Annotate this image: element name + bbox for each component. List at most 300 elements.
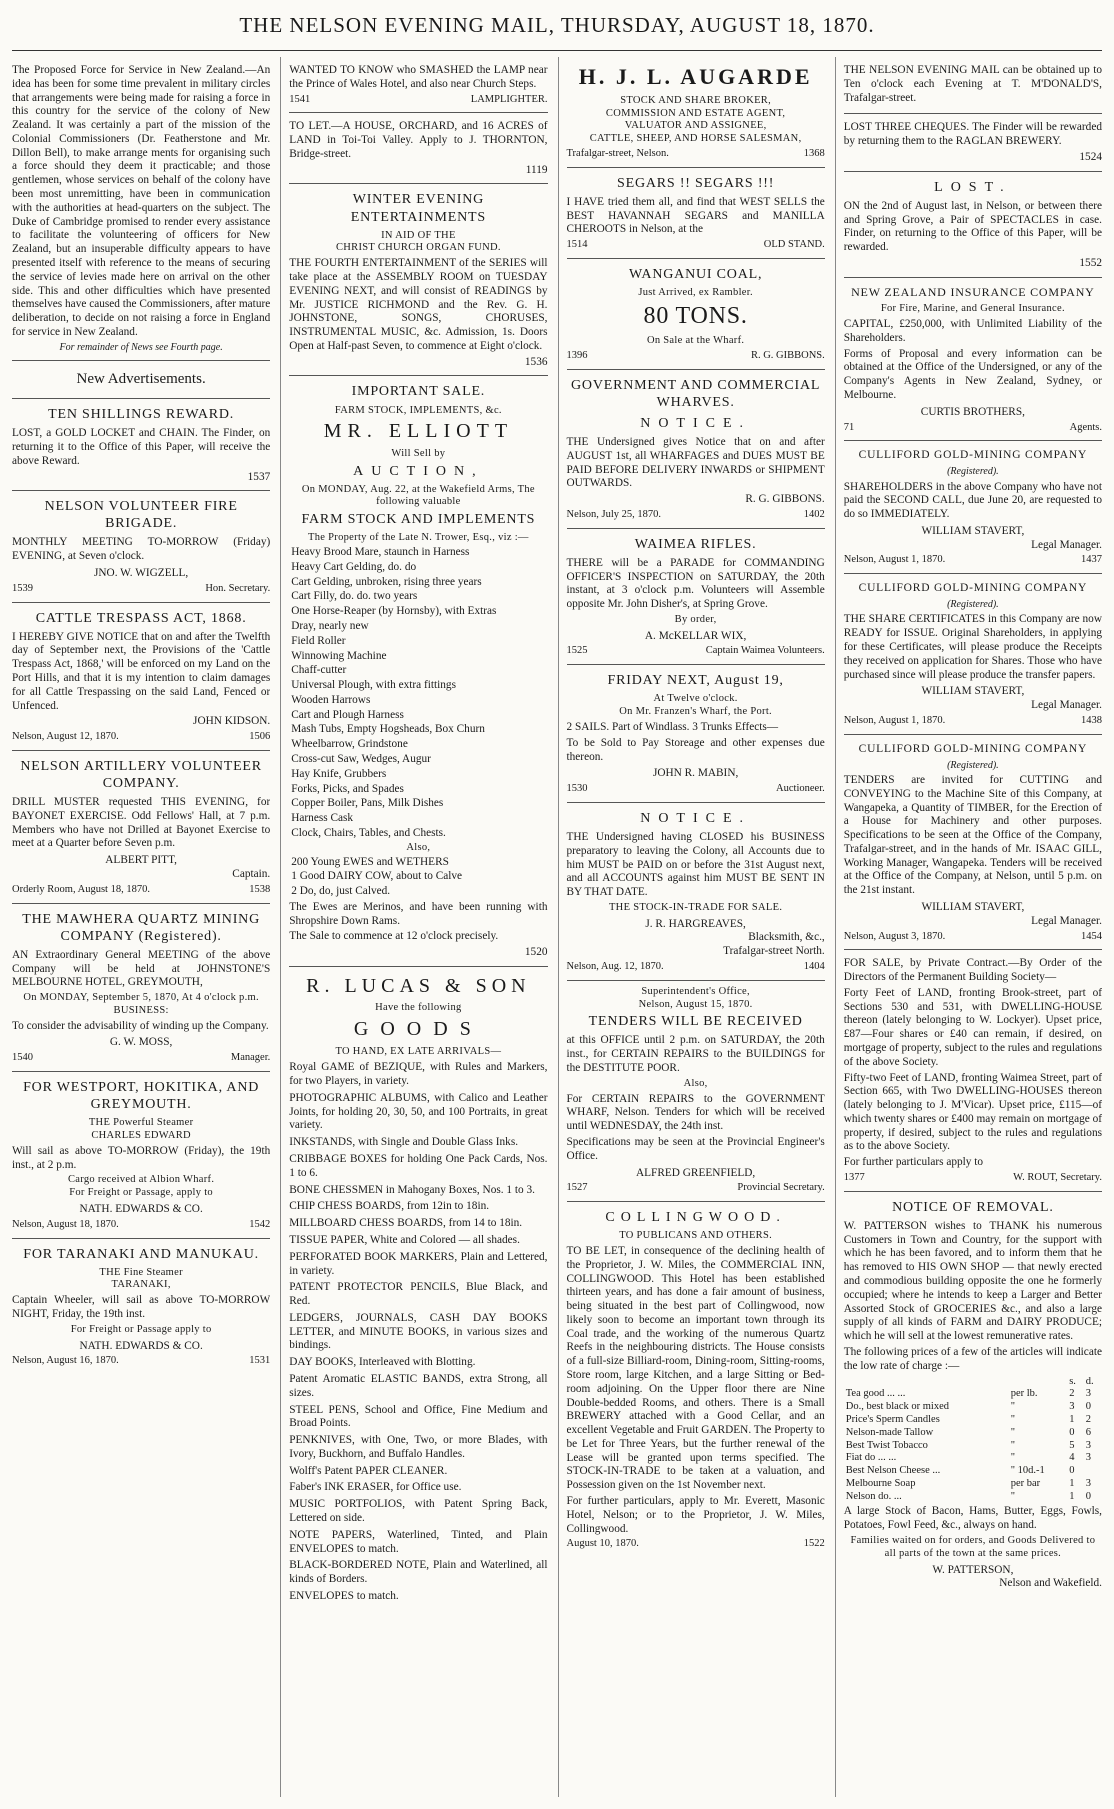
ad-subtitle: IN AID OF THE — [381, 229, 456, 241]
list-item: Harness Cask — [291, 812, 354, 825]
goods-item: PENKNIVES, with One, Two, or more Blades, with Ivory, Buckhorn, and Buffalo Handles. — [289, 1434, 548, 1460]
ad-text: MONTHLY MEETING TO-MORROW (Friday) EVENING, at Seven o'clock. — [12, 536, 271, 563]
ad-title: IMPORTANT SALE. — [351, 384, 486, 400]
columns — [12, 51, 1102, 1797]
ad-freight: For Freight or Passage, apply to — [69, 1187, 213, 1199]
broker-line: CATTLE, SHEEP, AND HORSE SALESMAN, — [589, 133, 802, 145]
ad-text: Forms of Proposal and every information can be obtained at the Office of the Undersigned, or any of the Company's Agents in New Zealand, Sydney, or Melbourne. — [843, 347, 1102, 401]
ad-date: Nelson, August 18, 1870. — [12, 1218, 119, 1230]
table-cell: 0 — [1085, 1401, 1091, 1413]
ad-text: TO LET.—A HOUSE, ORCHARD, and 16 ACRES of LAND in Toi-Toi Valley. Apply to J. THORNTON, Bridge-street. — [289, 120, 548, 160]
list-item: Cart Gelding, unbroken, rising three years — [291, 575, 482, 588]
ad-number: 1506 — [249, 731, 271, 743]
table-cell: 1 — [1069, 1490, 1075, 1502]
registered-label: (Registered). — [947, 466, 999, 478]
table-cell — [1084, 1465, 1102, 1478]
ad-signature-title: Auctioneer. — [776, 783, 825, 795]
ad-text: TO BE LET, in consequence of the declining health of the Proprietor, J. W. Miles, the COMMERCIAL INN, COLLINGWOOD. This Hotel has been established thirteen years, and has done a fair amount of business, being situated in the best part of Collingwood, now likely soon to become an important town through its Coal trade, and the working of the numerous Quartz Reefs in the neighbouring districts. The House consists of a full-size Billiard-room, Dining-room, Sitting-rooms, Store room, large Kitchen, and a large Sitting or Bed-room adjoining. On the Upper floor there are Nine Double-bedded Rooms, and others. There is a Small BREWERY attached with a Good Cellar, and an excellent Vegetable and Fruit GARDEN. The Property to be Let for Three Years, but the further renewal of the Lease will be granted upon terms specified. The STOCK-IN-TRADE to be taken at a valuation, and Possession given on the 1st November next. — [566, 1244, 825, 1492]
price-header-cell — [1009, 1376, 1068, 1389]
ad-title: TENDERS WILL BE RECEIVED — [588, 1014, 803, 1030]
ad-title: CULLIFORD GOLD-MINING COMPANY — [858, 742, 1088, 755]
ad-when: On MONDAY, September 5, 1870, At 4 o'clock p.m. — [23, 992, 259, 1004]
ad-date: Nelson, August 16, 1870. — [12, 1355, 119, 1367]
goods-item: INKSTANDS, with Single and Double Glass Inks. — [289, 1136, 519, 1149]
ad-title: NELSON VOLUNTEER FIRE BRIGADE. — [44, 499, 238, 532]
table-cell: 3 — [1085, 1477, 1091, 1489]
list-item: Cart and Plough Harness — [291, 708, 404, 721]
list-item: Hay Knife, Grubbers — [291, 767, 387, 780]
ad-signature-title: Manager. — [230, 1052, 271, 1064]
column-2 — [280, 57, 547, 1797]
ad-westport-steamer — [12, 1072, 270, 1238]
ad-text: LOST THREE CHEQUES. The Finder will be rewarded by returning them to the RAGLAN BREWERY. — [843, 121, 1102, 148]
ad-title: THE MAWHERA QUARTZ MINING COMPANY (Registered). — [22, 911, 260, 944]
ad-subtitle: FARM STOCK, IMPLEMENTS, &c. — [334, 404, 502, 416]
broker-line: STOCK AND SHARE BROKER, — [620, 94, 772, 106]
ad-signature: R. G. GIBBONS. — [750, 349, 825, 361]
list-item: Clock, Chairs, Tables, and Chests. — [291, 826, 446, 839]
price-header-cell: d. — [1085, 1375, 1094, 1387]
ad-signature-title: Legal Manager. — [1031, 699, 1102, 712]
ad-collingwood — [567, 1202, 825, 1557]
ad-waimea-rifles — [567, 529, 825, 666]
ad-signature: ALFRED GREENFIELD, — [636, 1166, 756, 1179]
ad-signature-title: Legal Manager. — [1031, 538, 1102, 551]
ad-text: 2 SAILS. Part of Windlass. 3 Trunks Effects— — [566, 720, 779, 733]
ad-date: Nelson, August 3, 1870. — [843, 930, 946, 942]
ad-title: CULLIFORD GOLD-MINING COMPANY — [858, 582, 1088, 595]
ad-text: THERE will be a PARADE for COMMANDING OFFICER'S INSPECTION on SATURDAY, the 20th instant, at 3 o'clock p.m. Volunteers will Assemble opposite Mr. John Disher's, at Spring Grove. — [566, 556, 825, 611]
ad-title: GOVERNMENT AND COMMERCIAL WHARVES. — [571, 377, 821, 410]
ad-subtitle: Just Arrived, ex Rambler. — [638, 287, 753, 299]
ad-friday-sale — [567, 665, 825, 803]
ad-title: CATTLE TRESPASS ACT, 1868. — [35, 610, 247, 626]
ad-culliford-2 — [844, 574, 1102, 734]
list-item: Heavy Brood Mare, staunch in Harness — [291, 546, 470, 559]
ad-prices-intro: The following prices of a few of the articles will indicate the low rate of charge :— — [843, 1345, 1102, 1372]
table-cell: Price's Sperm Candles — [845, 1413, 940, 1425]
ad-text: WANTED TO KNOW who SMASHED the LAMP near the Prince of Wales Hotel, and also near Church Steps. — [289, 64, 548, 90]
ad-agent: NATH. EDWARDS & CO. — [79, 1339, 203, 1352]
ad-text: ON the 2nd of August last, in Nelson, or between there and Spring Grove, a Pair of SPECTACLES in case. Finder, on returning to the Office of this Paper, will be rewarded. — [843, 199, 1102, 254]
ad-number: 1404 — [803, 961, 825, 972]
table-cell: Fiat do ... ... — [845, 1452, 897, 1464]
ad-signature-title: Captain. — [232, 868, 271, 881]
new-ads-title: New Advertisements. — [76, 370, 206, 387]
ad-where: On Mr. Franzen's Wharf, the Port. — [619, 706, 772, 718]
ad-text: THE Undersigned gives Notice that on and after AUGUST 1st, all WHARFAGES and DUES MUST BE PAID BEFORE DELIVERY INWARDS or SHIPMENT OUTWARDS. — [566, 436, 825, 490]
ad-title: WINTER EVENING ENTERTAINMENTS — [350, 192, 486, 225]
ad-date: Nelson, Aug. 12, 1870. — [566, 961, 664, 972]
farm-stock-title: FARM STOCK AND IMPLEMENTS — [301, 512, 536, 528]
ad-title: FOR TARANAKI AND MANUKAU. — [23, 1246, 259, 1262]
ad-signature: G. W. MOSS, — [109, 1036, 173, 1049]
ad-number: 1541 — [289, 93, 311, 105]
ad-number: 1537 — [247, 470, 271, 483]
price-header-row — [844, 1376, 1102, 1389]
ad-title: FRIDAY NEXT, August 19, — [607, 673, 784, 689]
table-cell: 0 — [1069, 1426, 1075, 1438]
table-cell: Melbourne Soap — [845, 1477, 916, 1489]
coal-sale: On Sale at the Wharf. — [646, 335, 745, 347]
ad-text: DRILL MUSTER requested THIS EVENING, for BAYONET EXERCISE. Odd Fellows' Hall, at 7 p.m. Members who have not Drilled at Bayonet Exercise to meet at a Quarter before Seven p.m. — [12, 796, 271, 850]
ad-number: 1542 — [249, 1218, 271, 1230]
table-cell: 3 — [1085, 1439, 1091, 1451]
ad-nz-insurance — [844, 278, 1102, 442]
table-cell: 1 — [1069, 1413, 1075, 1425]
list-item: Field Roller — [291, 634, 346, 647]
registered-label: (Registered). — [947, 759, 999, 771]
sale-time: The Sale to commence at 12 o'clock precisely. — [289, 930, 499, 943]
ship-name: CHARLES EDWARD — [91, 1130, 191, 1141]
ad-number: 1438 — [1081, 714, 1102, 726]
merchant-name: R. LUCAS & SON — [306, 974, 531, 997]
ad-apply: For further particulars, apply to Mr. Everett, Masonic Hotel, Nelson; or to the Proprietor, J. W. Miles, Collingwood. — [566, 1495, 825, 1535]
table-row — [844, 1465, 1102, 1478]
column-3 — [558, 57, 825, 1797]
table-cell: Do., best black or mixed — [845, 1401, 949, 1413]
ad-number: 1531 — [249, 1355, 271, 1367]
ad-signature: JOHN R. MABIN, — [652, 767, 739, 780]
goods-list — [289, 1061, 547, 1603]
table-cell: 4 — [1069, 1452, 1075, 1464]
ad-signature: JNO. W. WIGZELL, — [94, 567, 189, 580]
table-row — [844, 1440, 1102, 1453]
ad-title: NEW ZEALAND INSURANCE COMPANY — [851, 284, 1095, 299]
goods-item: BLACK-BORDERED NOTE, Plain and Waterlined, all kinds of Borders. — [289, 1559, 548, 1586]
auctioneer-name: MR. ELLIOTT — [323, 420, 514, 443]
ad-tenders-poor — [567, 981, 825, 1202]
ad-signature: ALBERT PITT, — [105, 854, 177, 867]
table-cell: 3 — [1085, 1452, 1091, 1464]
ad-text: SHAREHOLDERS in the above Company who have not paid the SECOND CALL, due June 20, are requested to do so IMMEDIATELY. — [843, 480, 1102, 521]
goods-subtitle: TO HAND, EX LATE ARRIVALS— — [335, 1045, 502, 1057]
ad-office-date: Nelson, August 15, 1870. — [638, 998, 753, 1010]
goods-item: CRIBBAGE BOXES for holding One Pack Cards, Nos. 1 to 6. — [289, 1153, 548, 1179]
ad-number: 1522 — [803, 1538, 825, 1550]
goods-item: LEDGERS, JOURNALS, CASH DAY BOOKS LETTER, and MINUTE BOOKS, in various sizes and bindings. — [289, 1311, 548, 1352]
ad-title: CULLIFORD GOLD-MINING COMPANY — [858, 449, 1088, 462]
list-item: Cart Filly, do. do. two years — [291, 590, 418, 603]
ad-culliford-3 — [844, 735, 1102, 951]
ad-subtitle: For Fire, Marine, and General Insurance. — [880, 303, 1065, 315]
ad-mawhera — [12, 904, 270, 1072]
table-row — [844, 1427, 1102, 1440]
ad-text: I HAVE tried them all, and find that WEST SELLS the BEST HAVANNAH SEGARS and MANILLA CHEROOTS in Nelson, at the — [566, 195, 825, 236]
list-item: Dray, nearly new — [291, 620, 369, 632]
table-cell: per bar — [1010, 1477, 1041, 1489]
ad-intro: THE Fine Steamer — [99, 1266, 183, 1278]
ship-name: TARANAKI, — [111, 1279, 171, 1291]
table-cell: Best Twist Tobacco — [845, 1439, 928, 1451]
goods-item: ENVELOPES to match. — [289, 1589, 399, 1602]
table-cell: 0 — [1085, 1490, 1091, 1502]
table-row — [844, 1491, 1102, 1504]
ad-to-let — [289, 113, 547, 184]
ad-signature: OLD STAND. — [763, 239, 825, 251]
ad-address: Trafalgar-street North. — [723, 945, 825, 958]
table-cell: " — [1010, 1439, 1015, 1451]
goods-item: Wolff's Patent PAPER CLEANER. — [289, 1464, 448, 1477]
ad-signature-title: Legal Manager. — [1031, 914, 1102, 927]
table-cell: " — [1010, 1413, 1015, 1425]
ad-signature-title: Blacksmith, &c., — [748, 931, 825, 944]
goods-item: MUSIC PORTFOLIOS, with Patent Spring Back, Lettered on side. — [289, 1498, 548, 1525]
table-cell: 5 — [1069, 1439, 1075, 1451]
ad-text-2: For CERTAIN REPAIRS to the GOVERNMENT WHARF, Nelson. Tenders for which will be received until WEDNESDAY, the 24th inst. — [566, 1092, 825, 1133]
ad-text: Will sail as above TO-MORROW (Friday), the 19th inst., at 2 p.m. — [12, 1144, 271, 1171]
ad-number: 1396 — [566, 349, 588, 361]
also-label: Also, — [406, 841, 431, 853]
ad-signature: W. ROUT, Secretary. — [1013, 1172, 1102, 1184]
column-1 — [12, 57, 270, 1797]
ad-cargo: Cargo received at Albion Wharf. — [68, 1174, 215, 1186]
ad-winter-entertainment — [289, 184, 547, 376]
table-cell: " — [1010, 1490, 1015, 1502]
ad-signature: CURTIS BROTHERS, — [920, 405, 1025, 418]
table-row — [844, 1452, 1102, 1465]
ad-number: 71 — [843, 421, 855, 433]
ad-number: 1552 — [1079, 256, 1102, 269]
farm-property: The Property of the Late N. Trower, Esq., viz :— — [308, 532, 529, 544]
ad-text: THE FOURTH ENTERTAINMENT of the SERIES will take place at the ASSEMBLY ROOM on TUESDAY EVENING NEXT, and will consist of READINGS by Mr. JUSTICE RICHMOND and the Rev. G. H. JOHNSTONE, SONGS, CHORUSES, INSTRUMENTAL MUSIC, &c. Admission, 1s. Doors Open at Half-past Seven, to commence at Eight o'clock. — [289, 257, 548, 352]
ad-families: Families waited on for orders, and Goods Delivered to all parts of the town at the same prices. — [850, 1535, 1096, 1559]
remainder-note: For remainder of News see Fourth page. — [59, 341, 223, 353]
ad-hargreaves-notice — [567, 803, 825, 981]
ad-signature-title: Hon. Secretary. — [205, 582, 271, 594]
list-item: 200 Young EWES and WETHERS — [291, 855, 449, 868]
ad-text: AN Extraordinary General MEETING of the above Company will be held at JOHNSTONE'S MELBOURNE HOTEL, GREYMOUTH, — [12, 948, 271, 989]
table-cell: 2 — [1085, 1413, 1091, 1425]
ad-lost-spectacles — [844, 172, 1102, 278]
ad-date: Nelson, July 25, 1870. — [566, 508, 661, 520]
ad-text: FOR SALE, by Private Contract.—By Order of the Directors of the Permanent Building Society— — [843, 957, 1102, 984]
goods-item: Faber's INK ERASER, for Office use. — [289, 1481, 462, 1494]
ad-lot-2: Fifty-two Feet of LAND, fronting Waimea Street, part of Section 665, with Two DWELLING-HOUSES thereon (lately belonging to J. M'Vicar). Upset price, £115—of which twenty shares or £400 may remain on mortgage of property, if desired, subject to the rules and regulations as to the above Society. — [843, 1071, 1102, 1153]
ad-title: SEGARS !! SEGARS !!! — [617, 175, 775, 191]
ad-number: 1119 — [525, 163, 548, 176]
article-text: The Proposed Force for Service in New Zealand.—An idea has been for some time prevalent in military circles that arrangements were being made for raising a force in this country for the service of the colony of New Zealand. It was certainly a part of the mission of the Colonial Commissioners (Dr. Featherstone and Mr. Dillon Bell), to make arrange ments for organising such a force should they deem it practicable; and those gentlemen, whose services on behalf of the colony have been most unremitting, have been in communication with the authorities at head-quarters on the subject. The Duke of Cambridge promised to render every assistance to facilitate the volunteering of officers for New Zealand, but an insuperable difficulty appears to have presented itself with reference to the means of securing the service of levies made here on arrival on the other side. This and other difficulties which have presented themselves have caused the Commissioners, after mature deliberation, to decide on not raising a force in England for service in New Zealand. — [12, 64, 271, 338]
broker-name: H. J. L. AUGARDE — [578, 64, 813, 89]
ad-title: WAIMEA RIFLES. — [634, 536, 757, 552]
ad-title: WANGANUI COAL, — [628, 267, 763, 283]
table-row — [844, 1478, 1102, 1491]
ad-agent: NATH. EDWARDS & CO. — [79, 1202, 203, 1215]
list-item: Forks, Picks, and Spades — [291, 782, 404, 795]
table-cell: " — [1010, 1452, 1015, 1464]
list-item: Winnowing Machine — [291, 649, 387, 662]
will-sell: Will Sell by — [391, 447, 446, 459]
masthead: THE NELSON EVENING MAIL, THURSDAY, AUGUST 18, 1870. — [12, 0, 1102, 51]
ad-artillery — [12, 751, 270, 904]
ad-signature: A. McKELLAR WIX, — [644, 629, 747, 642]
goods-item: MILLBOARD CHESS BOARDS, from 14 to 18in. — [289, 1217, 523, 1230]
table-cell: 0 — [1069, 1465, 1075, 1477]
notice-word: NOTICE. — [640, 810, 752, 826]
list-item: Universal Plough, with extra fittings — [291, 679, 456, 692]
ad-text: LOST, a GOLD LOCKET and CHAIN. The Finder, on returning it to the Office of this Paper, will receive the above Reward. — [12, 427, 271, 467]
ad-subtitle: THE STOCK-IN-TRADE FOR SALE. — [608, 901, 783, 913]
price-header-cell — [844, 1376, 1009, 1389]
table-cell: Tea good ... ... — [845, 1388, 906, 1400]
ad-taranaki-steamer — [12, 1239, 270, 1375]
coal-tons: 80 TONS. — [643, 302, 748, 329]
ad-text: at this OFFICE until 2 p.m. on SATURDAY, the 20th inst., for CERTAIN REPAIRS to the BUILDINGS for the DESTITUTE POOR. — [566, 1034, 825, 1075]
ad-signature-title: Agents. — [1069, 421, 1102, 433]
ad-text: THE SHARE CERTIFICATES in this Company are now READY for ISSUE. Original Shareholders, in applying for these Certificates, will please produce the Receipts they received on application for Shares. Those who have purchased since will please produce the transfer papers. — [843, 613, 1102, 681]
ad-for-sale — [844, 950, 1102, 1192]
ad-signature: R. G. GIBBONS. — [745, 493, 825, 506]
ad-number: 1540 — [12, 1052, 33, 1064]
price-header-cell: s. — [1069, 1375, 1076, 1387]
ad-subtitle: CHRIST CHURCH ORGAN FUND. — [335, 242, 501, 254]
ad-business: BUSINESS: — [113, 1004, 169, 1016]
ad-wharves-notice — [567, 370, 825, 529]
table-cell: per lb. — [1010, 1388, 1038, 1400]
goods-item: BONE CHESSMEN in Mahogany Boxes, Nos. 1 to 3. — [289, 1183, 535, 1196]
goods-item: Patent Aromatic ELASTIC BANDS, extra Strong, all sizes. — [289, 1372, 548, 1399]
ad-office: Superintendent's Office, — [641, 985, 750, 997]
goods-item: STEEL PENS, School and Office, Fine Medium and Broad Points. — [289, 1403, 548, 1430]
goods-item: PERFORATED BOOK MARKERS, Plain and Lettered, in variety. — [289, 1250, 548, 1277]
ad-freight: For Freight or Passage apply to — [70, 1323, 212, 1335]
ad-number: 1530 — [566, 783, 588, 795]
ad-number: 1524 — [1079, 150, 1102, 163]
table-cell: 2 — [1069, 1388, 1075, 1400]
goods-item: DAY BOOKS, Interleaved with Blotting. — [289, 1356, 476, 1369]
ad-text: THE NELSON EVENING MAIL can be obtained up to Ten o'clock each Evening at T. M'DONALD'S, Trafalgar-street. — [843, 64, 1102, 104]
ad-signature: WILLIAM STAVERT, — [921, 685, 1025, 698]
ad-text: I HEREBY GIVE NOTICE that on and after the Twelfth day of September next, the Provisions of the 'Cattle Trespass Act, 1868,' will be enforced on my Land on the Port Hills, and that it is my intention to claim damages for all Cattle Trespassing on the said Land, Fenced or Unfenced. — [12, 630, 271, 712]
ad-number: 1377 — [843, 1172, 865, 1184]
ad-title: FOR WESTPORT, HOKITIKA, AND GREYMOUTH. — [23, 1080, 260, 1113]
ad-time: At Twelve o'clock. — [653, 693, 738, 705]
list-item: 1 Good DAIRY COW, about to Calve — [291, 870, 463, 883]
goods-item: PHOTOGRAPHIC ALBUMS, with Calico and Leather Joints, for holding 20, 30, 50, and 100 Portraits, in great variety. — [289, 1091, 548, 1132]
ad-date: Nelson, August 12, 1870. — [12, 731, 119, 743]
table-row — [844, 1414, 1102, 1427]
ad-date: Orderly Room, August 18, 1870. — [12, 883, 150, 895]
table-cell: 6 — [1085, 1426, 1091, 1438]
ad-signature-title: Nelson and Wakefield. — [999, 1577, 1102, 1590]
list-item: Heavy Cart Gelding, do. do — [291, 560, 417, 573]
ad-notice-removal — [844, 1192, 1102, 1597]
price-table — [844, 1376, 1102, 1504]
goods-item: NOTE PAPERS, Waterlined, Tinted, and Plain ENVELOPES to match. — [289, 1528, 548, 1555]
ad-augarde — [567, 57, 825, 168]
ad-date: Nelson, August 1, 1870. — [843, 714, 946, 726]
list-item: Wooden Harrows — [291, 693, 371, 706]
auction-word: AUCTION, — [353, 463, 484, 479]
ad-fire-brigade — [12, 491, 270, 602]
by-order: By order, — [674, 613, 717, 625]
notice-word: NOTICE. — [640, 415, 752, 431]
ad-text: THE Undersigned having CLOSED his BUSINESS preparatory to leaving the Colony, all Accounts due to him MUST be PAID on or before the 31st August next, and all ACCOUNTS against him MUST BE SENT IN BY THAT DATE. — [566, 830, 825, 899]
ad-reward — [12, 399, 270, 491]
ad-signature: LAMPLIGHTER. — [470, 93, 548, 105]
ad-segars — [567, 168, 825, 259]
ad-spec: Specifications may be seen at the Provincial Engineer's Office. — [566, 1135, 825, 1162]
ad-stock: A large Stock of Bacon, Hams, Butter, Eggs, Fowls, Potatoes, Fowl Feed, &c., always on hand. — [843, 1505, 1102, 1532]
auction-when: On MONDAY, Aug. 22, at the Wakefield Arms, The following valuable — [301, 483, 535, 508]
ad-culliford-1 — [844, 441, 1102, 574]
ad-signature: WILLIAM STAVERT, — [921, 524, 1025, 537]
broker-line: VALUATOR AND ASSIGNEE, — [624, 120, 767, 132]
ad-lucas-goods — [289, 967, 547, 1613]
ad-title: NELSON ARTILLERY VOLUNTEER COMPANY. — [20, 758, 262, 792]
ad-text: Captain Wheeler, will sail as above TO-MORROW NIGHT, Friday, the 19th inst. — [12, 1294, 271, 1320]
table-cell: Nelson-made Tallow — [845, 1426, 934, 1438]
ad-lamp — [289, 57, 547, 113]
ad-number: 1539 — [12, 582, 33, 594]
ad-date: Nelson, August 1, 1870. — [843, 554, 946, 566]
ad-number: 1402 — [803, 508, 825, 520]
list-item: Cross-cut Saw, Wedges, Augur — [291, 753, 431, 766]
ad-signature: JOHN KIDSON. — [193, 715, 271, 728]
goods-item: CHIP CHESS BOARDS, from 12in to 18in. — [289, 1200, 490, 1213]
ad-number: 1437 — [1081, 554, 1102, 566]
column-4 — [835, 57, 1102, 1797]
ad-evening-mail — [844, 57, 1102, 114]
ad-signature-title: Provincial Secretary. — [737, 1182, 825, 1194]
ad-number: 1538 — [249, 883, 271, 895]
goods-item: PATENT PROTECTOR PENCILS, Blue Black, and Red. — [289, 1281, 548, 1308]
ad-important-sale — [289, 376, 547, 967]
ad-signature: W. PATTERSON, — [932, 1563, 1014, 1576]
ad-title: COLLINGWOOD. — [605, 1210, 786, 1226]
table-cell: 3 — [1085, 1388, 1091, 1400]
table-cell: Nelson do. ... — [845, 1490, 902, 1502]
ad-text: The Ewes are Merinos, and have been running with Shropshire Down Rams. — [289, 900, 548, 927]
list-item: Copper Boiler, Pans, Milk Dishes — [291, 797, 444, 810]
table-row — [844, 1388, 1102, 1401]
ad-number: 1525 — [566, 645, 588, 657]
goods-title: GOODS — [353, 1018, 483, 1041]
ad-number: 1514 — [566, 239, 588, 251]
table-cell: 1 — [1069, 1477, 1075, 1489]
ad-purpose: To consider the advisability of winding up the Company. — [12, 1019, 269, 1032]
list-item: Chaff-cutter — [291, 664, 347, 677]
ad-number: 1536 — [524, 355, 548, 368]
article-proposed-force — [12, 57, 270, 361]
ad-number: 1520 — [524, 946, 548, 959]
ad-title: TEN SHILLINGS REWARD. — [48, 407, 235, 423]
ad-number: 1368 — [803, 148, 825, 160]
broker-address: Trafalgar-street, Nelson. — [566, 148, 669, 160]
table-cell: 3 — [1069, 1401, 1075, 1413]
goods-item: Royal GAME of BEZIQUE, with Rules and Markers, for two Players, in variety. — [289, 1061, 548, 1088]
ad-subtitle: TO PUBLICANS AND OTHERS. — [619, 1230, 773, 1242]
new-ads-header — [12, 361, 270, 399]
ad-signature: WILLIAM STAVERT, — [921, 900, 1025, 913]
list-item: Mash Tubs, Empty Hogsheads, Box Churn — [291, 723, 485, 736]
ad-text: TENDERS are invited for CUTTING and CONVEYING to the Machine Site of this Company, at Wangapeka, a Quantity of TIMBER, for the Erection of a House for Machinery and other purposes. Specifications to be seen at the Office of the Company, Trafalgar-street, and in the hands of Mr. ISAAC GILL, Working Manager, Wangapeka. Tenders will be received at the Office of the Company, at Nelson, until 5 p.m. on the 21st instant. — [843, 773, 1102, 897]
ad-text: W. PATTERSON wishes to THANK his numerous Customers in Town and Country, for the support with which he has been favored, and to inform them that he has removed to HIS OWN SHOP — that newly erected and commodious building opposite the one he formerly occupied; where he intends to keep a Larger and Better Assorted Stock of GROCERIES &c., and also a large supply of all kinds of FARM and DAIRY PRODUCE; which he will sell at the lowest remunerative rates. — [843, 1219, 1102, 1343]
ad-lost-cheques — [844, 114, 1102, 171]
ad-number: 1454 — [1081, 930, 1102, 942]
table-row — [844, 1401, 1102, 1414]
ad-sold: To be Sold to Pay Storeage and other expenses due thereon. — [566, 736, 825, 763]
ad-apply: For further particulars apply to — [843, 1156, 984, 1169]
ad-date: August 10, 1870. — [566, 1538, 639, 1550]
ad-wanganui-coal — [567, 259, 825, 370]
also-label: Also, — [683, 1077, 708, 1089]
table-cell: " 10d.-1 — [1010, 1465, 1045, 1477]
registered-label: (Registered). — [947, 599, 999, 611]
ad-signature: J. R. HARGREAVES, — [645, 917, 746, 930]
list-item: One Horse-Reaper (by Hornsby), with Extras — [291, 605, 497, 618]
ad-cattle-trespass — [12, 603, 270, 751]
